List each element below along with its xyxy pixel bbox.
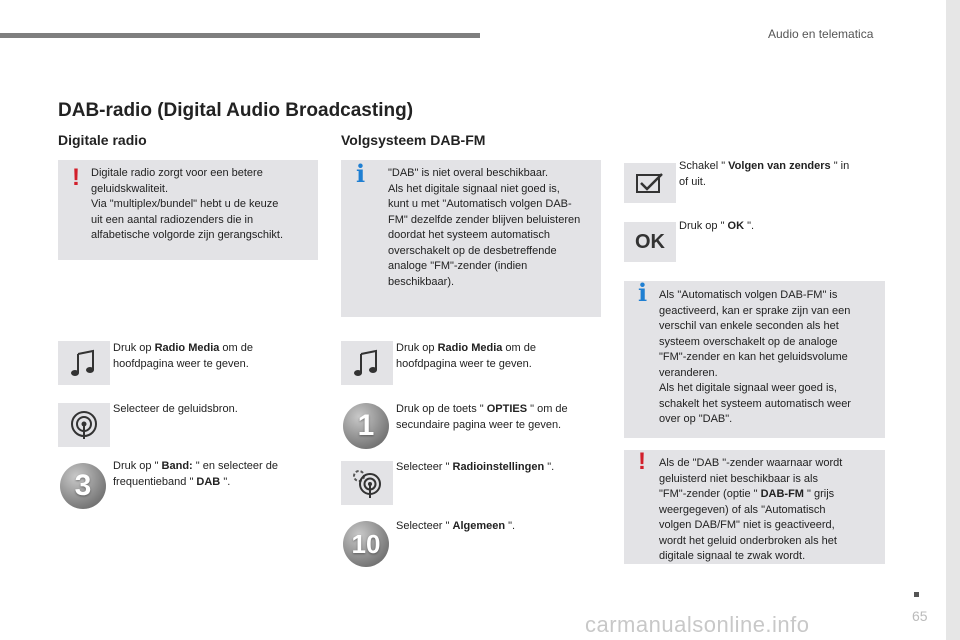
step-press-ok: Druk op " OK ".: [679, 220, 755, 232]
step-algemeen: Selecteer " Algemeen ".: [396, 520, 516, 532]
step-radioinstellingen: Selecteer " Radioinstellingen ".: [396, 461, 555, 473]
step-badge-3: 3: [60, 463, 106, 509]
info-text-auto-follow: Als "Automatisch volgen DAB-FM" is geactiveerd, kan er sprake zijn van een verschil van enkele seconden als het systeem overschakelt op de analoge "FM"-zender en kan het geluidsvolume veranderen. Als het digitale signaal weer goed is, schakelt het systeem automatisch weer over op "DAB".: [659, 289, 851, 425]
step-radio-media: Druk op Radio Media om de hoofdpagina weer te geven.: [113, 342, 254, 370]
step-radio-media-2: Druk op Radio Media om de hoofdpagina weer te geven.: [396, 342, 537, 370]
warning-icon: !: [72, 164, 80, 191]
section-title: Audio en telematica: [768, 27, 874, 41]
settings-radio-icon: [341, 461, 393, 505]
step-select-source: Selecteer de geluidsbron.: [113, 403, 238, 415]
warning-icon: !: [638, 448, 646, 475]
badge-10-label: 10: [351, 528, 381, 559]
info-text: "DAB" is niet overal beschikbaar. Als het digitale signaal niet goed is, kunt u met "Automatisch volgen DAB- FM" dezelfde zender blijven beluisteren doordat het systeem automatisch overschakelt op de desbetreffende analoge "FM"-zender (indien beschikbaar).: [388, 167, 581, 288]
ok-label: OK: [635, 230, 665, 253]
footer-marker: [914, 592, 919, 597]
page-number: 65: [912, 608, 928, 624]
info-icon: i: [638, 278, 648, 307]
radio-source-icon: [58, 403, 110, 447]
info-icon: i: [356, 159, 366, 188]
info-box-dab-fm: [341, 160, 601, 317]
music-note-icon: [341, 341, 393, 385]
step-opties: Druk op de toets " OPTIES " om de secundaire pagina weer te geven.: [396, 403, 568, 431]
ok-button-icon: [624, 222, 676, 262]
page-edge-strip: [946, 0, 960, 640]
warning-box-digital-radio: [58, 160, 318, 260]
step-band-dab: Druk op " Band: " en selecteer de frequentieband " DAB ".: [113, 460, 278, 488]
header-bar: [0, 33, 480, 38]
warning-text: Digitale radio zorgt voor een betere geluidskwaliteit. Via "multiplex/bundel" hebt u de keuze uit een aantal radiozenders die in alfabetische volgorde zijn gerangschikt.: [91, 167, 284, 241]
info-box-auto-follow: [624, 278, 885, 438]
warning-text-dab-fm: Als de "DAB "-zender waarnaar wordt geluisterd niet beschikbaar is als "FM"-zender (optie " DAB-FM " grijs weergegeven) of als "Automatisch volgen DAB/FM" niet is geactiveerd, wordt het geluid onderbroken als het digitale signaal te zwak wordt.: [659, 457, 843, 562]
music-note-icon: [58, 341, 110, 385]
heading-digitale-radio: Digitale radio: [58, 132, 147, 148]
step-badge-10: [343, 521, 389, 567]
page-title: DAB-radio (Digital Audio Broadcasting): [58, 100, 414, 121]
watermark: carmanualsonline.info: [585, 612, 810, 637]
checkbox-check-icon: [624, 163, 676, 203]
step-volgen-van-zenders: Schakel " Volgen van zenders " in of uit.: [679, 160, 850, 188]
heading-volgsysteem: Volgsysteem DAB-FM: [341, 132, 486, 148]
step-badge-1: 1: [343, 403, 389, 449]
warning-box-dab-fm: [624, 450, 885, 564]
